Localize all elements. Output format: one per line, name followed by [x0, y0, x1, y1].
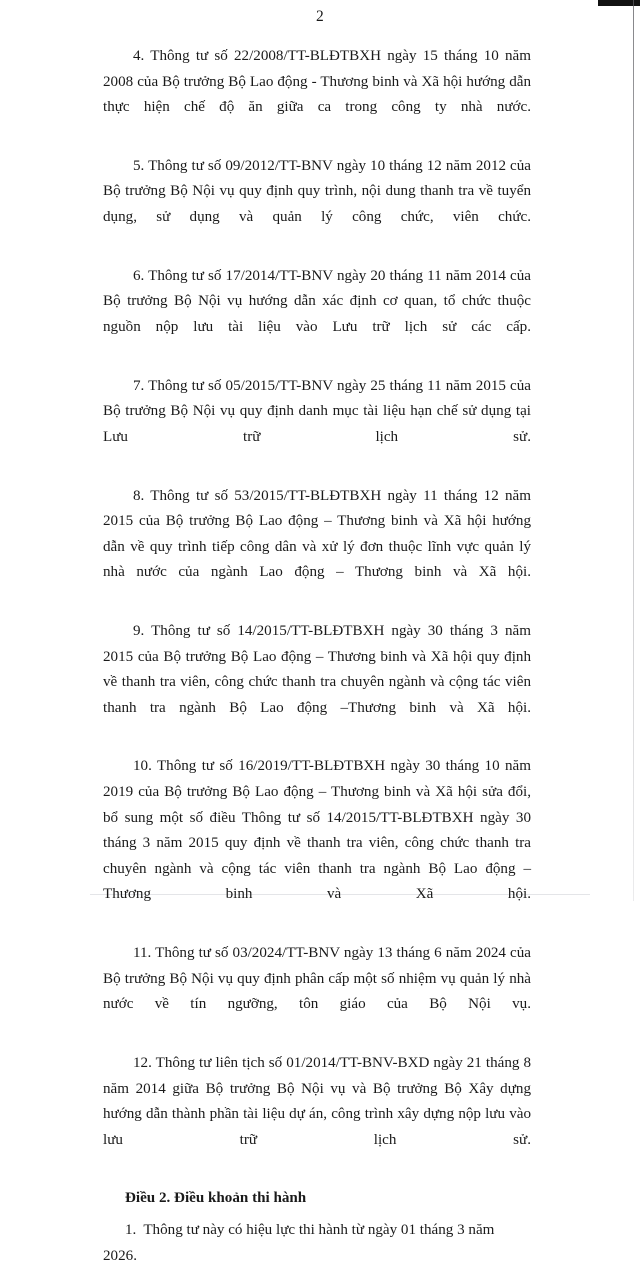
page-number: 2	[316, 8, 324, 25]
paragraph-item-8: 8. Thông tư số 53/2015/TT-BLĐTBXH ngày 11 tháng 12 năm 2015 của Bộ trưởng Bộ Lao động – Thương binh và Xã hội hướng dẫn về quy trình tiếp công dân và xử lý đơn thuộc lĩnh vực quản lý nhà nước của ngành Lao động – Thương binh và Xã hội.	[103, 487, 531, 581]
article2-item-1	[103, 1218, 531, 1269]
paragraph-item-10: 10. Thông tư số 16/2019/TT-BLĐTBXH ngày 30 tháng 10 năm 2019 của Bộ trưởng Bộ Lao động – Thương binh và Xã hội sửa đổi, bổ sung một số điều Thông tư số 14/2015/TT-BLĐTBXH ngày 30 tháng 3 năm 2015 quy định về thanh tra viên, công chức thanh tra chuyên ngành và cộng tác viên thanh tra ngành Bộ Lao động –Thương binh và Xã hội.	[103, 758, 531, 903]
article2-item-1-number: 1.	[125, 1222, 137, 1239]
scan-artifact-right-edge	[633, 0, 634, 901]
paragraph-item-11: 11. Thông tư số 03/2024/TT-BNV ngày 13 tháng 6 năm 2024 của Bộ trưởng Bộ Nội vụ quy định phân cấp một số nhiệm vụ quản lý nhà nước về tín ngưỡng, tôn giáo của Bộ Nội vụ.	[103, 945, 531, 1013]
paragraph-item-9: 9. Thông tư số 14/2015/TT-BLĐTBXH ngày 30 tháng 3 năm 2015 của Bộ trưởng Bộ Lao động – Thương binh và Xã hội quy định về thanh tra viên, công chức thanh tra chuyên ngành và cộng tác viên thanh tra ngành Bộ Lao động –Thương binh và Xã hội.	[103, 622, 531, 716]
paragraph-item-12: 12. Thông tư liên tịch số 01/2014/TT-BNV-BXD ngày 21 tháng 8 năm 2014 giữa Bộ trưởng Bộ Nội vụ và Bộ trưởng Bộ Xây dựng hướng dẫn thành phần tài liệu dự án, công trình xây dựng nộp lưu vào lưu trữ lịch sử.	[103, 1054, 531, 1148]
paragraph-item-6: 6. Thông tư số 17/2014/TT-BNV ngày 20 tháng 11 năm 2014 của Bộ trưởng Bộ Nội vụ hướng dẫn xác định cơ quan, tổ chức thuộc nguồn nộp lưu tài liệu vào Lưu trữ lịch sử các cấp.	[103, 267, 531, 335]
article-heading: Điều 2. Điều khoản thi hành	[125, 1190, 307, 1207]
paragraph-item-4: 4. Thông tư số 22/2008/TT-BLĐTBXH ngày 15 tháng 10 năm 2008 của Bộ trưởng Bộ Lao động - Thương binh và Xã hội hướng dẫn thực hiện chế độ ăn giữa ca trong công ty nhà nước.	[103, 48, 531, 116]
paragraph-item-7: 7. Thông tư số 05/2015/TT-BNV ngày 25 tháng 11 năm 2015 của Bộ trưởng Bộ Nội vụ quy định danh mục tài liệu hạn chế sử dụng tại Lưu trữ lịch sử.	[103, 377, 531, 445]
article2-item-1-text: Thông tư này có hiệu lực thi hành từ ngày 01 tháng 3 năm 2026.	[103, 1222, 495, 1264]
paragraph-item-5: 5. Thông tư số 09/2012/TT-BNV ngày 10 tháng 12 năm 2012 của Bộ trưởng Bộ Nội vụ quy định quy trình, nội dung thanh tra về tuyển dụng, sử dụng và quản lý công chức, viên chức.	[103, 157, 531, 226]
document-body	[103, 44, 531, 1269]
